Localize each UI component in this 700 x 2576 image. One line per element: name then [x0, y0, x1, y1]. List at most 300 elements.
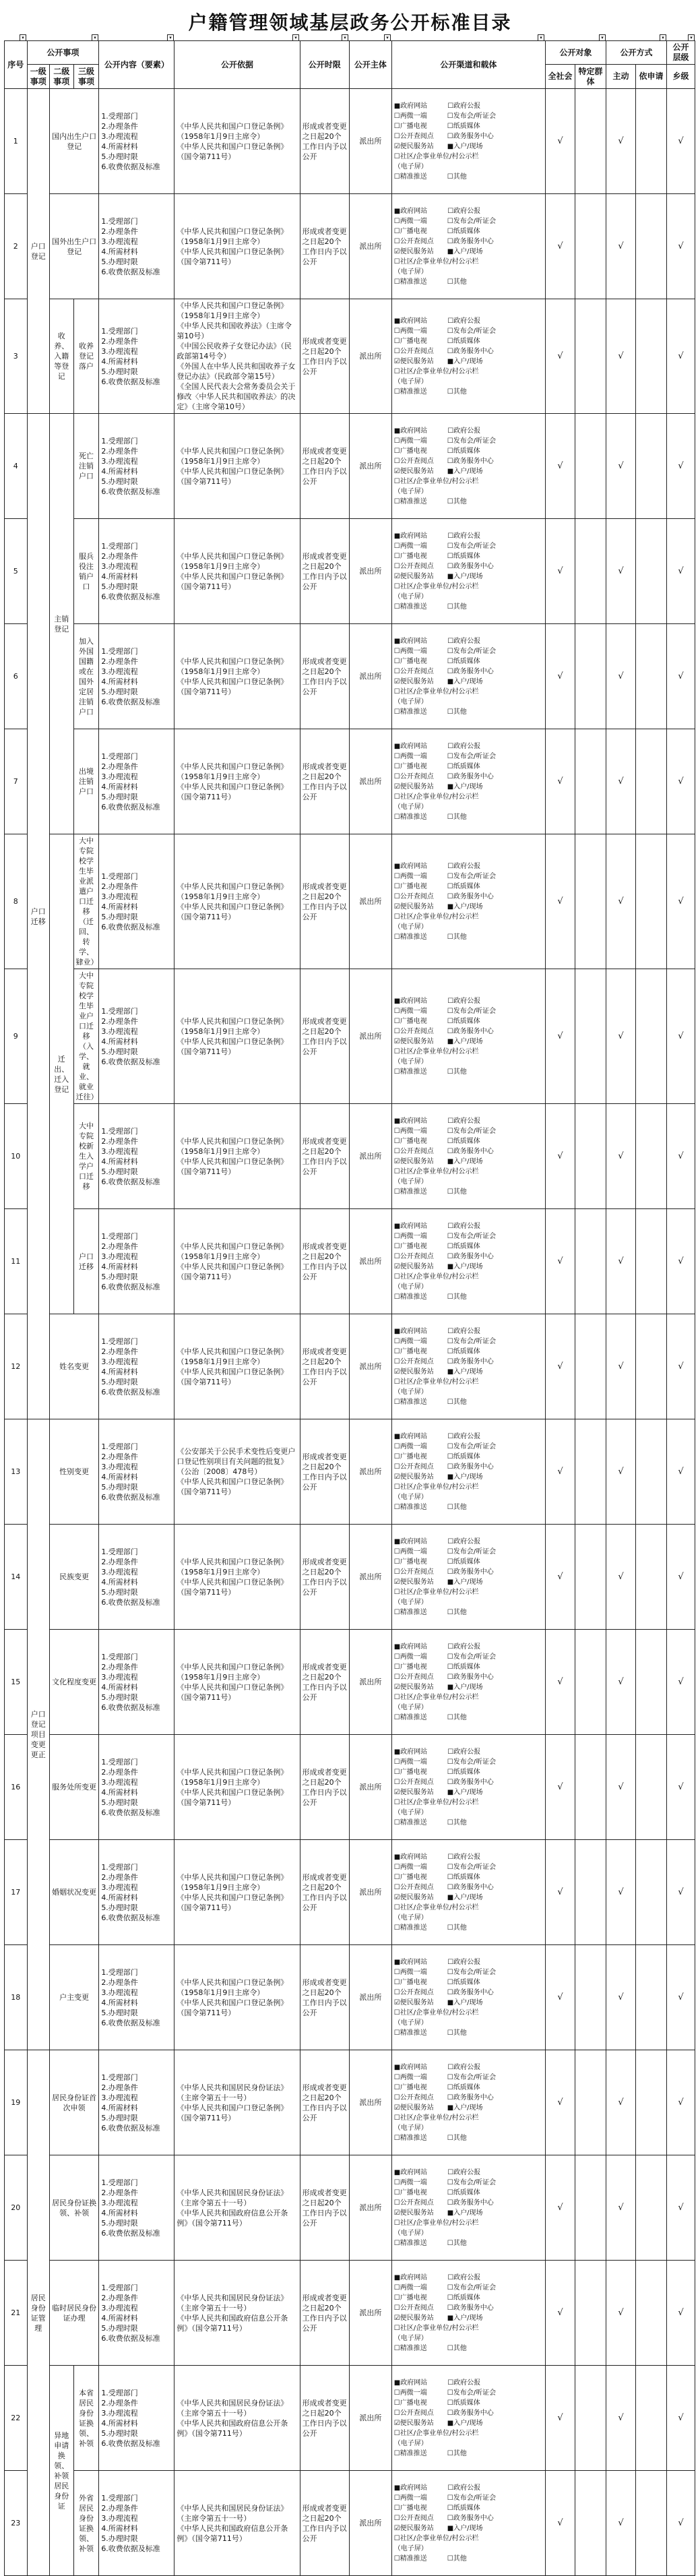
row-check-apply	[636, 2261, 667, 2366]
item-lvl3: 收养登记落户	[73, 299, 99, 414]
row-check-active: √	[606, 2366, 636, 2471]
row-check-apply	[636, 1735, 667, 1840]
row-seq: 21	[5, 2261, 28, 2366]
table-row	[5, 1630, 695, 1735]
row-subject: 派出所	[349, 2261, 391, 2366]
row-subject: 派出所	[349, 729, 391, 834]
header-active: 主动	[606, 65, 636, 89]
row-seq: 15	[5, 1630, 28, 1735]
row-seq: 6	[5, 624, 28, 729]
row-check-all: √	[545, 1525, 575, 1630]
item-lvl3: 加入外国国籍或在国外定居注销户口	[73, 624, 99, 729]
row-check-specific	[575, 1419, 606, 1525]
row-channel: ■政府网站 ☐政府公报 ☐两微一端 ☐发布会/听证会 ☐广播电视 ☐纸质媒体 ☐公开查阅点 ☐政务服务中心 ☑便民服务站 ■入户/现场 ☐社区/企事业单位/村公示栏 （电子屏） ☐精准推送 ☐其他	[391, 1630, 545, 1735]
row-check-all: √	[545, 1314, 575, 1419]
row-check-all: √	[545, 1209, 575, 1314]
row-subject: 派出所	[349, 2155, 391, 2261]
row-seq: 22	[5, 2366, 28, 2471]
row-check-town: √	[667, 89, 695, 194]
group-label: 户口登记	[27, 89, 50, 414]
filter-dropdown-icon[interactable]: ▾	[688, 34, 695, 41]
row-content: 1.受理部门 2.办理条件 3.办理流程 4.所需材料 5.办理时限 6.收费依据及标准	[99, 1314, 174, 1419]
item-lvl3: 大中专院校新生入学户口迁移	[73, 1104, 99, 1209]
row-check-apply	[636, 414, 667, 519]
standard-catalog-table	[4, 40, 695, 2576]
row-check-specific	[575, 969, 606, 1104]
row-check-town: √	[667, 1735, 695, 1840]
row-check-all: √	[545, 729, 575, 834]
row-channel: ■政府网站 ☐政府公报 ☐两微一端 ☐发布会/听证会 ☐广播电视 ☐纸质媒体 ☐公开查阅点 ☐政务服务中心 ☑便民服务站 ■入户/现场 ☐社区/企事业单位/村公示栏 （电子屏） ☐精准推送 ☐其他	[391, 834, 545, 969]
row-time: 形成或者变更之日起20个工作日内予以公开	[300, 414, 349, 519]
item-lvl2: 居民身份证换领、补领	[50, 2155, 99, 2261]
row-check-active: √	[606, 1104, 636, 1209]
row-check-apply	[636, 1630, 667, 1735]
filter-dropdown-icon[interactable]: ▾	[599, 34, 606, 41]
row-check-town: √	[667, 1104, 695, 1209]
row-time: 形成或者变更之日起20个工作日内予以公开	[300, 729, 349, 834]
table-row	[5, 1314, 695, 1419]
row-check-town: √	[667, 194, 695, 299]
row-seq: 19	[5, 2050, 28, 2155]
item-lvl3: 服兵役注销户口	[73, 519, 99, 624]
row-check-apply	[636, 624, 667, 729]
row-check-apply	[636, 2155, 667, 2261]
row-check-apply	[636, 1525, 667, 1630]
row-check-active: √	[606, 2261, 636, 2366]
row-seq: 8	[5, 834, 28, 969]
row-check-specific	[575, 834, 606, 969]
row-check-specific	[575, 1314, 606, 1419]
row-check-apply	[636, 89, 667, 194]
filter-dropdown-icon[interactable]: ▾	[342, 34, 348, 41]
row-check-town: √	[667, 969, 695, 1104]
filter-dropdown-icon[interactable]: ▾	[167, 34, 174, 41]
row-content: 1.受理部门 2.办理条件 3.办理流程 4.所需材料 5.办理时限 6.收费依据及标准	[99, 2366, 174, 2471]
row-check-all: √	[545, 194, 575, 299]
row-check-active: √	[606, 624, 636, 729]
row-channel: ■政府网站 ☐政府公报 ☐两微一端 ☐发布会/听证会 ☐广播电视 ☐纸质媒体 ☐公开查阅点 ☐政务服务中心 ☑便民服务站 ■入户/现场 ☐社区/企事业单位/村公示栏 （电子屏） ☐精准推送 ☐其他	[391, 299, 545, 414]
header-content: 公开内容（要素）	[99, 41, 174, 89]
row-check-town: √	[667, 414, 695, 519]
row-seq: 10	[5, 1104, 28, 1209]
row-seq: 17	[5, 1840, 28, 1945]
row-check-all: √	[545, 969, 575, 1104]
row-check-active: √	[606, 834, 636, 969]
row-check-town: √	[667, 1945, 695, 2050]
header-method: 公开方式	[606, 41, 667, 65]
row-basis: 《中华人民共和国户口登记条例》（1958年1月9日主席令） 《中华人民共和国户口登记条例》（国令第711号）	[174, 194, 300, 299]
item-lvl2: 临时居民身份证办理	[50, 2261, 99, 2366]
row-check-specific	[575, 1630, 606, 1735]
row-check-town: √	[667, 1630, 695, 1735]
group-label: 户口登记项目变更更正	[27, 1419, 50, 2050]
row-check-active: √	[606, 194, 636, 299]
header-items: 公开事项	[27, 41, 99, 65]
row-check-specific	[575, 729, 606, 834]
row-content: 1.受理部门 2.办理条件 3.办理流程 4.所需材料 5.办理时限 6.收费依据及标准	[99, 969, 174, 1104]
row-basis: 《中华人民共和国户口登记条例》（1958年1月9日主席令） 《中华人民共和国户口登记条例》（国令第711号）	[174, 414, 300, 519]
header-town: 乡级	[667, 65, 695, 89]
item-lvl2: 异地申请换领、补领居民身份证	[50, 2366, 74, 2576]
row-check-specific	[575, 1525, 606, 1630]
row-basis: 《中华人民共和国居民身份证法》（主席令第五十一号） 《中华人民共和国政府信息公开条例》（国令第711号）	[174, 2261, 300, 2366]
row-check-apply	[636, 194, 667, 299]
row-check-town: √	[667, 1525, 695, 1630]
row-check-specific	[575, 194, 606, 299]
row-basis: 《中华人民共和国户口登记条例》（1958年1月9日主席令） 《中华人民共和国户口登记条例》（国令第711号）	[174, 624, 300, 729]
row-check-apply	[636, 1945, 667, 2050]
row-content: 1.受理部门 2.办理条件 3.办理流程 4.所需材料 5.办理时限 6.收费依据及标准	[99, 2261, 174, 2366]
row-check-town: √	[667, 519, 695, 624]
table-row	[5, 1840, 695, 1945]
row-time: 形成或者变更之日起20个工作日内予以公开	[300, 1525, 349, 1630]
row-check-specific	[575, 1945, 606, 2050]
header-specific: 特定群体	[575, 65, 606, 89]
row-check-active: √	[606, 1314, 636, 1419]
row-channel: ■政府网站 ☐政府公报 ☐两微一端 ☐发布会/听证会 ☐广播电视 ☐纸质媒体 ☐公开查阅点 ☐政务服务中心 ☑便民服务站 ■入户/现场 ☐社区/企事业单位/村公示栏 （电子屏） ☐精准推送 ☐其他	[391, 2155, 545, 2261]
table-row	[5, 89, 695, 194]
table-row	[5, 299, 695, 414]
row-seq: 12	[5, 1314, 28, 1419]
row-check-all: √	[545, 2050, 575, 2155]
row-check-apply	[636, 2471, 667, 2576]
row-subject: 派出所	[349, 1735, 391, 1840]
row-check-active: √	[606, 1525, 636, 1630]
row-check-specific	[575, 624, 606, 729]
row-basis: 《公安部关于公民手术变性后变更户口登记性别项目有关问题的批复》（公治〔2008〕478号） 《中华人民共和国户口登记条例》（国令第711号）	[174, 1419, 300, 1525]
row-time: 形成或者变更之日起20个工作日内予以公开	[300, 2366, 349, 2471]
row-seq: 2	[5, 194, 28, 299]
row-check-specific	[575, 2366, 606, 2471]
row-seq: 14	[5, 1525, 28, 1630]
row-subject: 派出所	[349, 969, 391, 1104]
row-check-apply	[636, 519, 667, 624]
row-check-specific	[575, 1104, 606, 1209]
row-basis: 《中华人民共和国居民身份证法》（主席令第五十一号） 《中华人民共和国政府信息公开条例》（国令第711号）	[174, 2471, 300, 2576]
item-lvl2: 婚姻状况变更	[50, 1840, 99, 1945]
header-lvl2: 二级事项	[50, 65, 74, 89]
row-check-specific	[575, 414, 606, 519]
header-seq: 序号	[5, 41, 28, 89]
item-lvl2: 民族变更	[50, 1525, 99, 1630]
row-check-apply	[636, 834, 667, 969]
row-channel: ■政府网站 ☐政府公报 ☐两微一端 ☐发布会/听证会 ☐广播电视 ☐纸质媒体 ☐公开查阅点 ☐政务服务中心 ☑便民服务站 ■入户/现场 ☐社区/企事业单位/村公示栏 （电子屏） ☐精准推送 ☐其他	[391, 194, 545, 299]
row-subject: 派出所	[349, 1314, 391, 1419]
table-row	[5, 414, 695, 519]
row-channel: ■政府网站 ☐政府公报 ☐两微一端 ☐发布会/听证会 ☐广播电视 ☐纸质媒体 ☐公开查阅点 ☐政务服务中心 ☑便民服务站 ■入户/现场 ☐社区/企事业单位/村公示栏 （电子屏） ☐精准推送 ☐其他	[391, 2261, 545, 2366]
row-channel: ■政府网站 ☐政府公报 ☐两微一端 ☐发布会/听证会 ☐广播电视 ☐纸质媒体 ☐公开查阅点 ☐政务服务中心 ☑便民服务站 ■入户/现场 ☐社区/企事业单位/村公示栏 （电子屏） ☐精准推送 ☐其他	[391, 2050, 545, 2155]
row-basis: 《中华人民共和国户口登记条例》（1958年1月9日主席令） 《中华人民共和国户口登记条例》（国令第711号）	[174, 1209, 300, 1314]
row-check-active: √	[606, 1630, 636, 1735]
item-lvl2: 收养、入籍等登记	[50, 299, 74, 414]
row-check-active: √	[606, 2471, 636, 2576]
row-seq: 23	[5, 2471, 28, 2576]
row-check-town: √	[667, 2261, 695, 2366]
header-all: 全社会	[545, 65, 575, 89]
item-lvl2: 户主变更	[50, 1945, 99, 2050]
row-time: 形成或者变更之日起20个工作日内予以公开	[300, 1735, 349, 1840]
row-check-apply	[636, 729, 667, 834]
table-row	[5, 1104, 695, 1209]
row-check-town: √	[667, 1419, 695, 1525]
row-content: 1.受理部门 2.办理条件 3.办理流程 4.所需材料 5.办理时限 6.收费依据及标准	[99, 1945, 174, 2050]
row-check-all: √	[545, 1419, 575, 1525]
row-check-all: √	[545, 414, 575, 519]
row-basis: 《中华人民共和国户口登记条例》（1958年1月9日主席令） 《中华人民共和国户口登记条例》（国令第711号）	[174, 1840, 300, 1945]
table-row	[5, 519, 695, 624]
table-row	[5, 2050, 695, 2155]
item-lvl3: 外省居民身份证换领、补领	[73, 2471, 99, 2576]
row-subject: 派出所	[349, 624, 391, 729]
item-lvl2: 国外出生户口登记	[50, 194, 99, 299]
header-target: 公开对象	[545, 41, 606, 65]
row-check-apply	[636, 2366, 667, 2471]
row-check-town: √	[667, 2155, 695, 2261]
row-time: 形成或者变更之日起20个工作日内予以公开	[300, 89, 349, 194]
row-basis: 《中华人民共和国户口登记条例》（1958年1月9日主席令） 《中华人民共和国户口登记条例》（国令第711号）	[174, 969, 300, 1104]
row-channel: ■政府网站 ☐政府公报 ☐两微一端 ☐发布会/听证会 ☐广播电视 ☐纸质媒体 ☐公开查阅点 ☐政务服务中心 ☑便民服务站 ■入户/现场 ☐社区/企事业单位/村公示栏 （电子屏） ☐精准推送 ☐其他	[391, 2471, 545, 2576]
row-basis: 《中华人民共和国户口登记条例》（1958年1月9日主席令） 《中华人民共和国户口登记条例》（国令第711号）	[174, 519, 300, 624]
row-check-active: √	[606, 1945, 636, 2050]
row-time: 形成或者变更之日起20个工作日内予以公开	[300, 969, 349, 1104]
row-subject: 派出所	[349, 414, 391, 519]
row-content: 1.受理部门 2.办理条件 3.办理流程 4.所需材料 5.办理时限 6.收费依据及标准	[99, 194, 174, 299]
row-check-apply	[636, 1104, 667, 1209]
table-row	[5, 624, 695, 729]
row-content: 1.受理部门 2.办理条件 3.办理流程 4.所需材料 5.办理时限 6.收费依据及标准	[99, 519, 174, 624]
row-check-specific	[575, 2050, 606, 2155]
row-channel: ■政府网站 ☐政府公报 ☐两微一端 ☐发布会/听证会 ☐广播电视 ☐纸质媒体 ☐公开查阅点 ☐政务服务中心 ☑便民服务站 ■入户/现场 ☐社区/企事业单位/村公示栏 （电子屏） ☐精准推送 ☐其他	[391, 1314, 545, 1419]
row-check-town: √	[667, 2366, 695, 2471]
row-time: 形成或者变更之日起20个工作日内予以公开	[300, 1945, 349, 2050]
item-lvl3: 本省居民身份证换领、补领	[73, 2366, 99, 2471]
table-body	[5, 89, 695, 2576]
group-label: 户口迁移	[27, 414, 50, 1419]
header-time: 公开时限	[300, 41, 349, 89]
row-subject: 派出所	[349, 2050, 391, 2155]
row-check-active: √	[606, 969, 636, 1104]
row-check-specific	[575, 2471, 606, 2576]
row-check-specific	[575, 2155, 606, 2261]
row-check-active: √	[606, 729, 636, 834]
row-channel: ■政府网站 ☐政府公报 ☐两微一端 ☐发布会/听证会 ☐广播电视 ☐纸质媒体 ☐公开查阅点 ☐政务服务中心 ☑便民服务站 ■入户/现场 ☐社区/企事业单位/村公示栏 （电子屏） ☐精准推送 ☐其他	[391, 1209, 545, 1314]
row-time: 形成或者变更之日起20个工作日内予以公开	[300, 1104, 349, 1209]
row-subject: 派出所	[349, 1419, 391, 1525]
row-basis: 《中华人民共和国居民身份证法》（主席令第五十一号） 《中华人民共和国户口登记条例》（国令第711号）	[174, 2050, 300, 2155]
table-row	[5, 1735, 695, 1840]
row-seq: 20	[5, 2155, 28, 2261]
row-subject: 派出所	[349, 1209, 391, 1314]
row-basis: 《中华人民共和国户口登记条例》（1958年1月9日主席令） 《中华人民共和国户口登记条例》（国令第711号）	[174, 729, 300, 834]
table-row	[5, 969, 695, 1104]
item-lvl3: 死亡注销户口	[73, 414, 99, 519]
table-row	[5, 834, 695, 969]
row-check-apply	[636, 2050, 667, 2155]
filter-dropdown-icon[interactable]: ▾	[384, 34, 391, 41]
header-lvl1: 一级事项	[27, 65, 50, 89]
header-channel: 公开渠道和载体	[391, 41, 545, 89]
row-time: 形成或者变更之日起20个工作日内予以公开	[300, 1419, 349, 1525]
row-seq: 9	[5, 969, 28, 1104]
table-row	[5, 2261, 695, 2366]
row-content: 1.受理部门 2.办理条件 3.办理流程 4.所需材料 5.办理时限 6.收费依据及标准	[99, 1525, 174, 1630]
row-time: 形成或者变更之日起20个工作日内予以公开	[300, 2471, 349, 2576]
row-subject: 派出所	[349, 1840, 391, 1945]
row-check-apply	[636, 1209, 667, 1314]
row-subject: 派出所	[349, 2471, 391, 2576]
row-time: 形成或者变更之日起20个工作日内予以公开	[300, 299, 349, 414]
row-subject: 派出所	[349, 299, 391, 414]
row-content: 1.受理部门 2.办理条件 3.办理流程 4.所需材料 5.办理时限 6.收费依据及标准	[99, 1840, 174, 1945]
row-channel: ■政府网站 ☐政府公报 ☐两微一端 ☐发布会/听证会 ☐广播电视 ☐纸质媒体 ☐公开查阅点 ☐政务服务中心 ☑便民服务站 ■入户/现场 ☐社区/企事业单位/村公示栏 （电子屏） ☐精准推送 ☐其他	[391, 1735, 545, 1840]
header-level: 公开层级	[667, 41, 695, 65]
row-content: 1.受理部门 2.办理条件 3.办理流程 4.所需材料 5.办理时限 6.收费依据及标准	[99, 1419, 174, 1525]
item-lvl2: 性别变更	[50, 1419, 99, 1525]
row-seq: 7	[5, 729, 28, 834]
row-channel: ■政府网站 ☐政府公报 ☐两微一端 ☐发布会/听证会 ☐广播电视 ☐纸质媒体 ☐公开查阅点 ☐政务服务中心 ☑便民服务站 ■入户/现场 ☐社区/企事业单位/村公示栏 （电子屏） ☐精准推送 ☐其他	[391, 1525, 545, 1630]
table-row	[5, 2471, 695, 2576]
row-check-town: √	[667, 299, 695, 414]
item-lvl3: 出境注销户口	[73, 729, 99, 834]
row-subject: 派出所	[349, 1104, 391, 1209]
row-check-town: √	[667, 729, 695, 834]
row-channel: ■政府网站 ☐政府公报 ☐两微一端 ☐发布会/听证会 ☐广播电视 ☐纸质媒体 ☐公开查阅点 ☐政务服务中心 ☑便民服务站 ■入户/现场 ☐社区/企事业单位/村公示栏 （电子屏） ☐精准推送 ☐其他	[391, 2366, 545, 2471]
header-apply: 依申请	[636, 65, 667, 89]
row-content: 1.受理部门 2.办理条件 3.办理流程 4.所需材料 5.办理时限 6.收费依据及标准	[99, 299, 174, 414]
item-lvl2: 服务处所变更	[50, 1735, 99, 1840]
row-check-all: √	[545, 519, 575, 624]
row-check-active: √	[606, 1840, 636, 1945]
row-check-all: √	[545, 2155, 575, 2261]
row-check-apply	[636, 969, 667, 1104]
row-channel: ■政府网站 ☐政府公报 ☐两微一端 ☐发布会/听证会 ☐广播电视 ☐纸质媒体 ☐公开查阅点 ☐政务服务中心 ☑便民服务站 ■入户/现场 ☐社区/企事业单位/村公示栏 （电子屏） ☐精准推送 ☐其他	[391, 1945, 545, 2050]
table-row	[5, 1945, 695, 2050]
row-channel: ■政府网站 ☐政府公报 ☐两微一端 ☐发布会/听证会 ☐广播电视 ☐纸质媒体 ☐公开查阅点 ☐政务服务中心 ☑便民服务站 ■入户/现场 ☐社区/企事业单位/村公示栏 （电子屏） ☐精准推送 ☐其他	[391, 969, 545, 1104]
row-content: 1.受理部门 2.办理条件 3.办理流程 4.所需材料 5.办理时限 6.收费依据及标准	[99, 2471, 174, 2576]
row-basis: 《中华人民共和国户口登记条例》（1958年1月9日主席令） 《中华人民共和国户口登记条例》（国令第711号）	[174, 834, 300, 969]
row-basis: 《中华人民共和国居民身份证法》（主席令第五十一号） 《中华人民共和国政府信息公开条例》（国令第711号）	[174, 2155, 300, 2261]
row-check-active: √	[606, 1209, 636, 1314]
row-basis: 《中华人民共和国户口登记条例》（1958年1月9日主席令） 《中华人民共和国户口登记条例》（国令第711号）	[174, 1945, 300, 2050]
row-basis: 《中华人民共和国户口登记条例》（1958年1月9日主席令） 《中华人民共和国户口登记条例》（国令第711号）	[174, 1104, 300, 1209]
row-content: 1.受理部门 2.办理条件 3.办理流程 4.所需材料 5.办理时限 6.收费依据及标准	[99, 624, 174, 729]
group-label: 居民身份证管理	[27, 2050, 50, 2576]
row-time: 形成或者变更之日起20个工作日内予以公开	[300, 2155, 349, 2261]
row-content: 1.受理部门 2.办理条件 3.办理流程 4.所需材料 5.办理时限 6.收费依据及标准	[99, 2050, 174, 2155]
row-basis: 《中华人民共和国户口登记条例》（1958年1月9日主席令） 《中华人民共和国户口登记条例》（国令第711号）	[174, 1525, 300, 1630]
item-lvl3: 大中专院校学生毕业户口迁移（入学、就业、就业迁往）	[73, 969, 99, 1104]
row-content: 1.受理部门 2.办理条件 3.办理流程 4.所需材料 5.办理时限 6.收费依据及标准	[99, 1630, 174, 1735]
item-lvl3: 户口迁移	[73, 1209, 99, 1314]
table-row	[5, 729, 695, 834]
row-seq: 3	[5, 299, 28, 414]
row-check-town: √	[667, 1209, 695, 1314]
row-content: 1.受理部门 2.办理条件 3.办理流程 4.所需材料 5.办理时限 6.收费依据及标准	[99, 2155, 174, 2261]
row-basis: 《中华人民共和国户口登记条例》（1958年1月9日主席令） 《中华人民共和国收养法》（主席令第10号） 《中国公民收养子女登记办法》（民政部第14号令） 《外国人在中华人民共和国收养子女登记办法》（民政部令第15号） 《全国人民代表大会常务委员会关于修改〈中华人民共和国收养法〉的决定》（主席令第10号）	[174, 299, 300, 414]
row-time: 形成或者变更之日起20个工作日内予以公开	[300, 1630, 349, 1735]
table-row	[5, 1419, 695, 1525]
row-content: 1.受理部门 2.办理条件 3.办理流程 4.所需材料 5.办理时限 6.收费依据及标准	[99, 1735, 174, 1840]
row-check-active: √	[606, 1419, 636, 1525]
row-check-all: √	[545, 1630, 575, 1735]
row-content: 1.受理部门 2.办理条件 3.办理流程 4.所需材料 5.办理时限 6.收费依据及标准	[99, 414, 174, 519]
filter-dropdown-icon[interactable]: ▾	[660, 34, 666, 41]
table-row	[5, 2155, 695, 2261]
row-content: 1.受理部门 2.办理条件 3.办理流程 4.所需材料 5.办理时限 6.收费依据及标准	[99, 1104, 174, 1209]
row-check-all: √	[545, 624, 575, 729]
row-check-specific	[575, 89, 606, 194]
row-time: 形成或者变更之日起20个工作日内予以公开	[300, 624, 349, 729]
row-content: 1.受理部门 2.办理条件 3.办理流程 4.所需材料 5.办理时限 6.收费依据及标准	[99, 89, 174, 194]
row-subject: 派出所	[349, 519, 391, 624]
row-seq: 16	[5, 1735, 28, 1840]
row-check-all: √	[545, 1104, 575, 1209]
item-lvl2: 居民身份证首次申领	[50, 2050, 99, 2155]
row-check-apply	[636, 1840, 667, 1945]
filter-dropdown-icon[interactable]: ▾	[20, 34, 26, 41]
row-check-active: √	[606, 1735, 636, 1840]
row-content: 1.受理部门 2.办理条件 3.办理流程 4.所需材料 5.办理时限 6.收费依据及标准	[99, 1209, 174, 1314]
row-content: 1.受理部门 2.办理条件 3.办理流程 4.所需材料 5.办理时限 6.收费依据及标准	[99, 834, 174, 969]
row-subject: 派出所	[349, 89, 391, 194]
row-time: 形成或者变更之日起20个工作日内予以公开	[300, 519, 349, 624]
row-basis: 《中华人民共和国户口登记条例》（1958年1月9日主席令） 《中华人民共和国户口登记条例》（国令第711号）	[174, 89, 300, 194]
row-check-apply	[636, 1419, 667, 1525]
header-subject: 公开主体	[349, 41, 391, 89]
row-channel: ■政府网站 ☐政府公报 ☐两微一端 ☐发布会/听证会 ☐广播电视 ☐纸质媒体 ☐公开查阅点 ☐政务服务中心 ☑便民服务站 ■入户/现场 ☐社区/企事业单位/村公示栏 （电子屏） ☐精准推送 ☐其他	[391, 1104, 545, 1209]
row-seq: 18	[5, 1945, 28, 2050]
row-check-all: √	[545, 1945, 575, 2050]
row-time: 形成或者变更之日起20个工作日内予以公开	[300, 1840, 349, 1945]
filter-dropdown-icon[interactable]: ▾	[538, 34, 544, 41]
row-check-all: √	[545, 89, 575, 194]
row-check-all: √	[545, 2366, 575, 2471]
row-check-apply	[636, 1314, 667, 1419]
row-check-specific	[575, 1840, 606, 1945]
item-lvl2: 迁出、迁入登记	[50, 834, 74, 1314]
row-channel: ■政府网站 ☐政府公报 ☐两微一端 ☐发布会/听证会 ☐广播电视 ☐纸质媒体 ☐公开查阅点 ☐政务服务中心 ☑便民服务站 ■入户/现场 ☐社区/企事业单位/村公示栏 （电子屏） ☐精准推送 ☐其他	[391, 1419, 545, 1525]
row-time: 形成或者变更之日起20个工作日内予以公开	[300, 1314, 349, 1419]
row-seq: 13	[5, 1419, 28, 1525]
filter-dropdown-icon[interactable]: ▾	[92, 34, 98, 41]
row-channel: ■政府网站 ☐政府公报 ☐两微一端 ☐发布会/听证会 ☐广播电视 ☐纸质媒体 ☐公开查阅点 ☐政务服务中心 ☑便民服务站 ■入户/现场 ☐社区/企事业单位/村公示栏 （电子屏） ☐精准推送 ☐其他	[391, 89, 545, 194]
page-title: 户籍管理领域基层政务公开标准目录	[188, 11, 512, 34]
filter-dropdown-icon[interactable]: ▾	[292, 34, 299, 41]
table-row	[5, 2366, 695, 2471]
row-check-all: √	[545, 834, 575, 969]
item-lvl2: 主销登记	[50, 414, 74, 834]
row-check-active: √	[606, 519, 636, 624]
header-lvl3: 三级事项	[73, 65, 99, 89]
row-channel: ■政府网站 ☐政府公报 ☐两微一端 ☐发布会/听证会 ☐广播电视 ☐纸质媒体 ☐公开查阅点 ☐政务服务中心 ☑便民服务站 ■入户/现场 ☐社区/企事业单位/村公示栏 （电子屏） ☐精准推送 ☐其他	[391, 729, 545, 834]
row-check-all: √	[545, 1840, 575, 1945]
item-lvl2: 文化程度变更	[50, 1630, 99, 1735]
row-check-specific	[575, 299, 606, 414]
row-check-all: √	[545, 299, 575, 414]
row-subject: 派出所	[349, 1630, 391, 1735]
row-check-town: √	[667, 1314, 695, 1419]
row-check-town: √	[667, 2471, 695, 2576]
row-check-specific	[575, 2261, 606, 2366]
row-basis: 《中华人民共和国居民身份证法》（主席令第五十一号） 《中华人民共和国政府信息公开条例》（国令第711号）	[174, 2366, 300, 2471]
row-subject: 派出所	[349, 194, 391, 299]
row-check-specific	[575, 1735, 606, 1840]
header-basis: 公开依据	[174, 41, 300, 89]
row-check-town: √	[667, 624, 695, 729]
item-lvl3: 大中专院校学生毕业派遣户口迁移（迁回、转学、肄业）	[73, 834, 99, 969]
row-channel: ■政府网站 ☐政府公报 ☐两微一端 ☐发布会/听证会 ☐广播电视 ☐纸质媒体 ☐公开查阅点 ☐政务服务中心 ☑便民服务站 ■入户/现场 ☐社区/企事业单位/村公示栏 （电子屏） ☐精准推送 ☐其他	[391, 624, 545, 729]
row-check-town: √	[667, 2050, 695, 2155]
